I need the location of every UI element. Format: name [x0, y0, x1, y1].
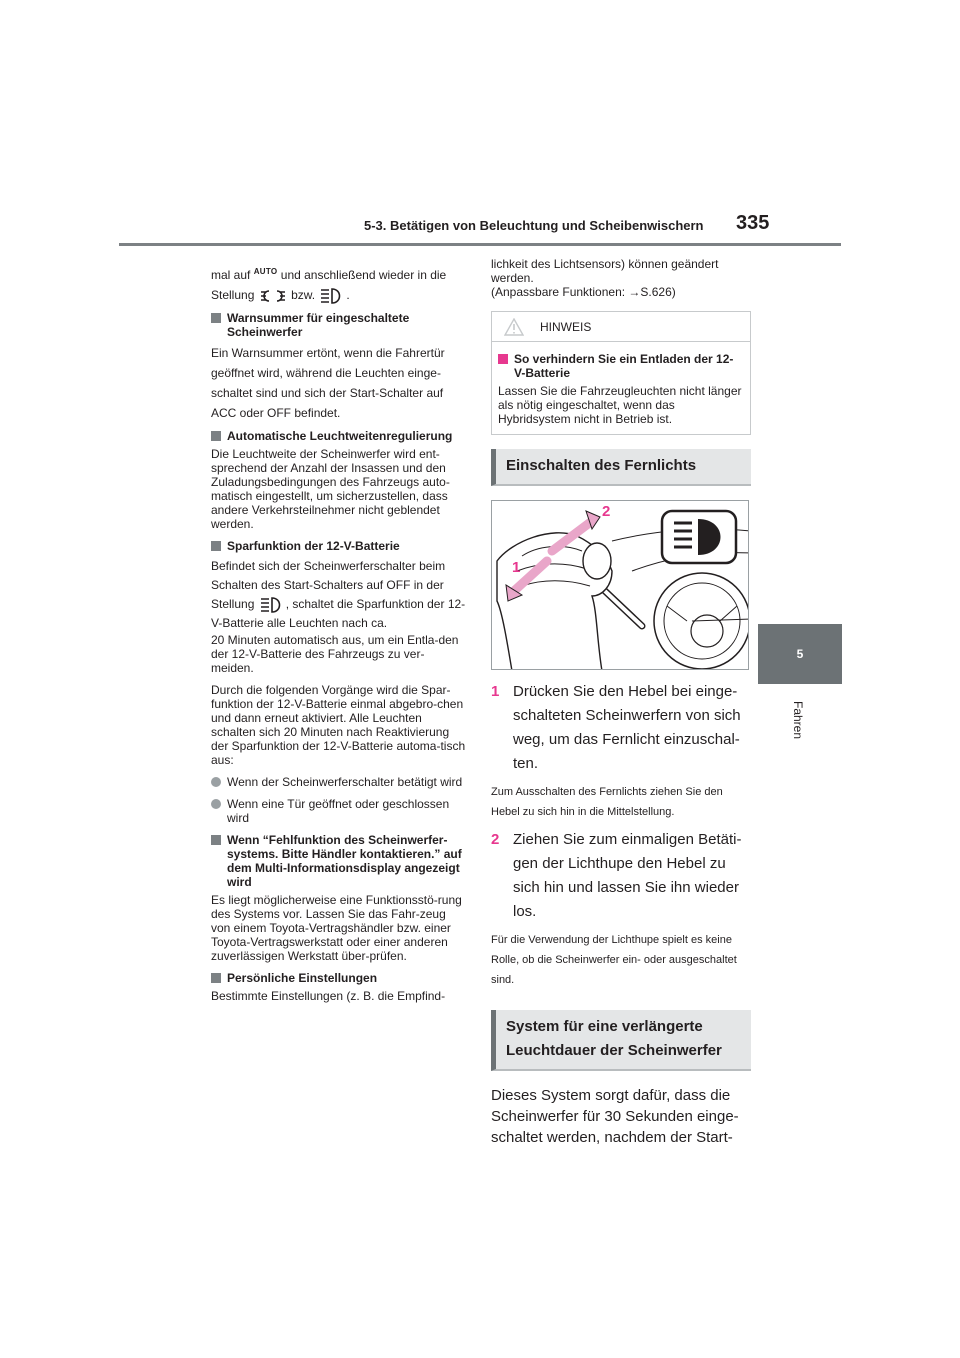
notice-body — [492, 342, 750, 434]
headlight-icon — [320, 288, 344, 304]
right-column — [491, 257, 751, 1148]
paragraph-sparfunktion-a — [211, 557, 467, 633]
heading-leuchtweite — [211, 429, 467, 443]
figure-label-1: 1 — [512, 559, 521, 576]
step-2 — [491, 828, 751, 924]
lever-illustration — [491, 500, 749, 670]
step-text: Ziehen Sie zum einmaligen Betäti-gen der Lichthupe den Hebel zu sich hin und lassen Sie ihn wieder los. — [513, 831, 742, 920]
heading-fehlfunktion — [211, 833, 467, 889]
heading-text: Wenn “Fehlfunktion des Scheinwerfer-systems. Bitte Händler kontaktieren.” auf dem Multi-Informationsdisplay angezeigt wird — [227, 833, 462, 889]
spar-text-a: Befindet sich der Scheinwerferschalter beim Schalten des Start-Schalters auf OFF in der — [211, 559, 446, 592]
step-number: 2 — [491, 831, 500, 848]
heading-text: Automatische Leuchtweitenregulierung — [227, 429, 453, 443]
cross-reference[interactable]: (Anpassbare Funktionen: →S.626) — [491, 285, 676, 299]
note-2: Für die Verwendung der Lichthupe spielt es keine Rolle, ob die Scheinwerfer ein- oder ausgeschaltet sind. — [491, 934, 737, 986]
intro-text-b: und anschließend wieder in die — [280, 268, 447, 282]
heading-text: Persönliche Einstellungen — [227, 971, 378, 985]
intro-bzw: bzw. — [291, 288, 316, 302]
intro-text-c: Stellung — [211, 288, 255, 302]
figure-label-2: 2 — [602, 503, 611, 520]
note-1: Zum Ausschalten des Fernlichts ziehen Sie den Hebel zu sich hin in die Mittelstellung. — [491, 786, 723, 818]
heading-sparfunktion — [211, 539, 467, 553]
step-number: 1 — [491, 683, 500, 700]
intro-end: . — [346, 288, 350, 302]
paragraph-fehlfunktion: Es liegt möglicherweise eine Funktionsstö-rung des Systems vor. Lassen Sie das Fahr-zeug von einem Toyota-Vertragshändler bzw. einer Toyota-Vertragswerkstatt oder einer anderen zuverlässigen Werkstatt über-prüfen. — [211, 893, 462, 963]
warning-triangle-icon — [504, 318, 524, 336]
notice-text: Lassen Sie die Fahrzeugleuchten nicht länger als nötig eingeschaltet, wenn das Hybridsystem nicht in Betrieb ist. — [498, 384, 742, 426]
heading-text: Warnsummer für eingeschaltete Scheinwerfer — [227, 311, 410, 339]
page-number: 335 — [736, 212, 770, 234]
square-marker-icon — [211, 431, 221, 441]
heading-einstellungen — [211, 971, 467, 985]
notice-header — [492, 312, 750, 342]
list-item — [211, 775, 467, 789]
chapter-number: 5 — [796, 647, 804, 661]
intro-text-a: mal auf — [211, 268, 251, 282]
paragraph-warnsummer: Ein Warnsummer ertönt, wenn die Fahrertür geöffnet wird, während die Leuchten einge-schaltet sind und sich der Start-Schalter auf ACC oder OFF befindet. — [211, 346, 445, 420]
parking-light-icon — [260, 289, 286, 303]
paragraph-sparfunktion-d: 20 Minuten automatisch aus, um ein Entla-den der 12-V-Batterie des Fahrzeugs zu ver-meiden. — [211, 633, 459, 675]
square-marker-icon — [498, 354, 508, 364]
step-1 — [491, 680, 751, 776]
paragraph-einstellungen: Bestimmte Einstellungen (z. B. die Empfind- — [211, 989, 446, 1003]
intro-paragraph — [211, 262, 467, 305]
step-text: Drücken Sie den Hebel bei einge-schalteten Scheinwerfern von sich weg, um das Fernlicht einzuschal-ten. — [513, 683, 741, 772]
notice-box — [491, 311, 751, 435]
heading-text: So verhindern Sie ein Entladen der 12-V-Batterie — [514, 352, 734, 380]
section-heading-leuchtdauer: System für eine verlängerte Leuchtdauer der Scheinwerfer — [491, 1010, 751, 1071]
square-marker-icon — [211, 973, 221, 983]
square-marker-icon — [211, 541, 221, 551]
square-marker-icon — [211, 313, 221, 323]
notice-heading — [498, 352, 744, 380]
list-item-text: Wenn eine Tür geöffnet oder geschlossen wird — [227, 797, 450, 825]
heading-warnsummer — [211, 311, 467, 339]
lever-drawing — [492, 501, 749, 670]
list-item — [211, 797, 467, 825]
paragraph-leuchtdauer: Dieses System sorgt dafür, dass die Scheinwerfer für 30 Sekunden einge-schaltet werden, nachdem der Start- — [491, 1087, 739, 1146]
list-item-text: Wenn der Scheinwerferschalter betätigt wird — [227, 775, 463, 789]
notice-title: HINWEIS — [540, 319, 592, 334]
auto-icon: AUTO — [253, 267, 278, 276]
spar-text-c: , schaltet die Sparfunktion der 12-V-Batterie alle Leuchten nach ca. — [211, 597, 466, 630]
bullet-icon — [211, 799, 221, 809]
section-header: 5-3. Betätigen von Beleuchtung und Scheibenwischern — [364, 218, 704, 233]
section-heading-fernlicht: Einschalten des Fernlichts — [491, 449, 751, 486]
paragraph-sparfunktion-e: Durch die folgenden Vorgänge wird die Spar-funktion der 12-V-Batterie einmal abgebro-chen und dann erneut aktiviert. Alle Leuchten schalten sich 20 Minuten nach Reaktivierung der Sparfunktion der 12-V-Batterie automa-tisch aus: — [211, 683, 466, 767]
paragraph-leuchtweite: Die Leuchtweite der Scheinwerfer wird ent-sprechend der Anzahl der Insassen und den Zuladungsbedingungen des Fahrzeugs auto-matisch eingestellt, um sicherzustellen, dass andere Verkehrsteilnehmer nicht geblendet werden. — [211, 447, 450, 531]
headlight-icon — [260, 597, 284, 613]
heading-text: Sparfunktion der 12-V-Batterie — [227, 539, 400, 553]
spar-text-b: Stellung — [211, 597, 255, 611]
chapter-tab[interactable] — [758, 624, 842, 684]
square-marker-icon — [211, 835, 221, 845]
left-column — [211, 262, 467, 1003]
chapter-label: Fahren — [791, 700, 805, 740]
bullet-icon — [211, 777, 221, 787]
paragraph-continued: lichkeit des Lichtsensors) können geändert werden. — [491, 257, 719, 285]
header-rule — [119, 243, 841, 246]
